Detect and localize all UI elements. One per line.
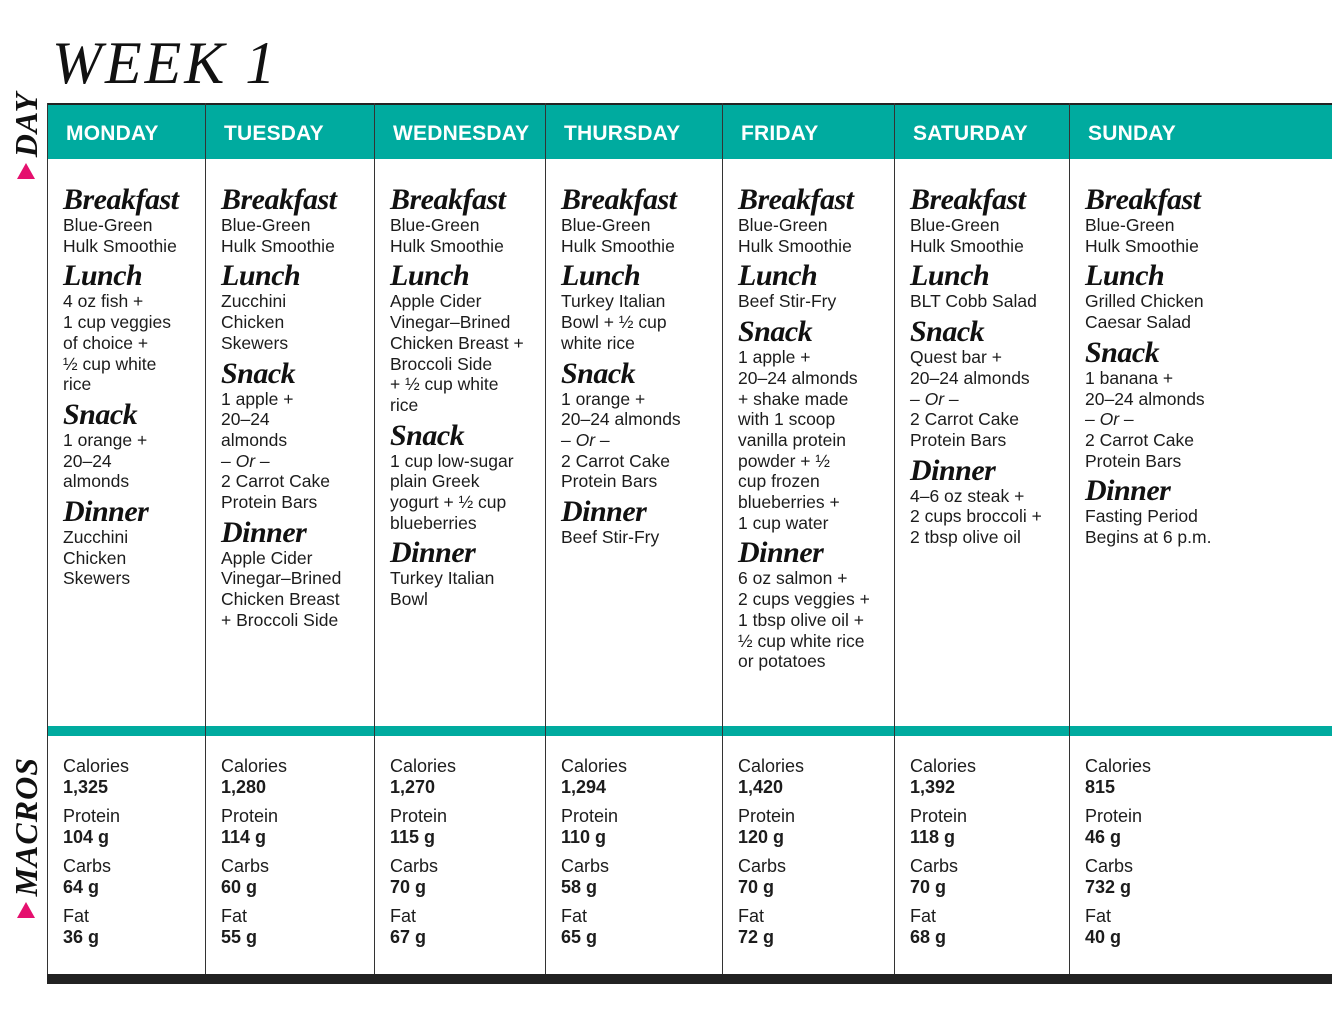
- meal-description: 6 oz salmon + 2 cups veggies + 1 tbsp olive oil + ½ cup white rice or potatoes: [738, 568, 870, 672]
- meal-dinner: [910, 453, 1061, 548]
- day-column-saturday: [894, 103, 1069, 974]
- meals-list: [738, 185, 886, 672]
- macro-carbs: [561, 856, 716, 897]
- meals-list: [63, 185, 197, 589]
- macro-carbs: [221, 856, 368, 897]
- macro-label: Protein: [738, 806, 796, 826]
- meals-list: [390, 185, 537, 610]
- pink-triangle-icon: [17, 163, 35, 179]
- meal-description: Blue-Green Hulk Smoothie: [561, 215, 675, 256]
- macro-value: 104 g: [63, 826, 110, 847]
- macros-list: [63, 756, 199, 956]
- macro-protein: [63, 806, 199, 847]
- day-column-monday: [47, 103, 205, 974]
- macro-calories: [561, 756, 716, 797]
- macro-value: 60 g: [221, 876, 258, 897]
- macro-carbs: [1085, 856, 1326, 897]
- pink-triangle-icon: [17, 902, 35, 918]
- macros-label: MACROS: [8, 757, 44, 897]
- day-heading: WEDNESDAY: [393, 122, 530, 145]
- macro-carbs: [63, 856, 199, 897]
- meal-label: Breakfast: [910, 183, 1026, 216]
- meal-label: Dinner: [1085, 474, 1171, 508]
- meals-list: [1085, 185, 1324, 548]
- meal-label: Lunch: [561, 259, 641, 293]
- macro-value: 120 g: [738, 826, 785, 847]
- macro-label: Carbs: [1085, 856, 1134, 876]
- meal-lunch: [221, 261, 366, 353]
- macro-value: 110 g: [561, 826, 607, 847]
- meal-description: 1 orange + 20–24 almonds: [63, 429, 148, 492]
- meal-label: Lunch: [910, 259, 990, 293]
- macro-value: 68 g: [910, 926, 947, 947]
- day-label: DAY: [8, 92, 44, 158]
- macro-value: 64 g: [63, 876, 100, 897]
- meal-description: 1 apple + 20–24 almonds + shake made with 1 scoop vanilla protein powder + ½ cup frozen blueberries + 1 cup water: [738, 347, 858, 533]
- macro-protein: [738, 806, 888, 847]
- macro-label: Calories: [390, 756, 457, 776]
- meal-description: Turkey Italian Bowl + ½ cup white rice: [561, 291, 667, 353]
- meal-label: Breakfast: [390, 183, 506, 216]
- meal-label: Lunch: [221, 259, 301, 293]
- meal-description: Zucchini Chicken Skewers: [221, 291, 289, 353]
- meal-description: Beef Stir-Fry: [738, 291, 837, 312]
- macro-carbs: [390, 856, 539, 897]
- meal-description: Blue-Green Hulk Smoothie: [390, 215, 504, 256]
- meal-lunch: [63, 261, 197, 395]
- meal-breakfast: [390, 185, 537, 256]
- meal-snack: [738, 317, 886, 533]
- macro-label: Fat: [221, 906, 248, 926]
- macro-value: 1,280: [221, 776, 267, 797]
- bottom-rule: [47, 974, 1332, 984]
- meal-label: Snack: [910, 315, 985, 349]
- macro-label: Fat: [561, 906, 588, 926]
- meal-description: 1 orange + 20–24 almonds – Or – 2 Carrot Cake Protein Bars: [561, 388, 681, 492]
- macro-value: 732 g: [1085, 876, 1132, 897]
- macro-label: Fat: [63, 906, 90, 926]
- meal-description: Fasting Period Begins at 6 p.m.: [1085, 506, 1212, 548]
- meal-lunch: [1085, 261, 1324, 332]
- macro-value: 70 g: [738, 876, 775, 897]
- macro-label: Carbs: [390, 856, 439, 876]
- macro-label: Carbs: [221, 856, 270, 876]
- meal-label: Breakfast: [1085, 183, 1201, 216]
- meal-description: Beef Stir-Fry: [561, 527, 660, 548]
- meal-lunch: [738, 261, 886, 312]
- day-heading: THURSDAY: [564, 122, 681, 145]
- meal-dinner: [738, 538, 886, 672]
- macro-value: 70 g: [910, 876, 947, 897]
- meal-snack: [63, 397, 197, 492]
- meal-label: Dinner: [63, 495, 149, 529]
- meal-label: Snack: [1085, 335, 1160, 369]
- meal-lunch: [561, 261, 714, 353]
- day-heading: TUESDAY: [224, 122, 324, 145]
- macro-value: 1,325: [63, 776, 109, 797]
- meal-label: Breakfast: [561, 183, 677, 216]
- macro-label: Protein: [63, 806, 121, 826]
- macros-list: [221, 756, 368, 956]
- meal-plan-table: [47, 103, 1332, 983]
- macro-label: Carbs: [738, 856, 787, 876]
- meal-label: Snack: [561, 356, 636, 390]
- macro-label: Protein: [1085, 806, 1143, 826]
- macro-calories: [1085, 756, 1326, 797]
- macro-label: Calories: [1085, 756, 1152, 776]
- meal-description: Apple Cider Vinegar–Brined Chicken Breast + Broccoli Side + ½ cup white rice: [390, 291, 524, 415]
- meal-label: Snack: [390, 418, 465, 452]
- meal-breakfast: [63, 185, 197, 256]
- meal-label: Snack: [63, 397, 138, 431]
- macros-list: [910, 756, 1063, 956]
- macro-label: Calories: [561, 756, 628, 776]
- meal-dinner: [390, 538, 537, 609]
- meal-dinner: [1085, 476, 1324, 547]
- macro-value: 115 g: [390, 826, 436, 847]
- macro-label: Fat: [738, 906, 765, 926]
- macro-value: 36 g: [63, 926, 100, 947]
- day-heading: FRIDAY: [741, 122, 819, 145]
- macros-list: [738, 756, 888, 956]
- macro-fat: [390, 906, 539, 947]
- meal-lunch: [910, 261, 1061, 312]
- day-column-wednesday: [374, 103, 545, 974]
- meal-dinner: [63, 497, 197, 589]
- meal-dinner: [221, 515, 366, 631]
- meal-description: Blue-Green Hulk Smoothie: [221, 215, 335, 256]
- meal-description: BLT Cobb Salad: [910, 291, 1037, 312]
- meals-list: [561, 185, 714, 548]
- meal-label: Breakfast: [221, 183, 337, 216]
- meal-label: Dinner: [910, 453, 996, 487]
- day-heading: SATURDAY: [913, 122, 1028, 145]
- macro-value: 40 g: [1085, 926, 1122, 947]
- day-column-thursday: [545, 103, 722, 974]
- macro-protein: [910, 806, 1063, 847]
- meal-label: Lunch: [390, 259, 470, 293]
- macro-label: Fat: [1085, 906, 1112, 926]
- meal-breakfast: [221, 185, 366, 256]
- meal-breakfast: [1085, 185, 1324, 256]
- macro-value: 1,392: [910, 776, 956, 797]
- meal-description: Zucchini Chicken Skewers: [63, 527, 131, 589]
- macros-list: [1085, 756, 1326, 956]
- meal-description: Blue-Green Hulk Smoothie: [910, 215, 1024, 256]
- macro-value: 118 g: [910, 826, 956, 847]
- macro-label: Carbs: [910, 856, 959, 876]
- macro-value: 70 g: [390, 876, 427, 897]
- macro-calories: [910, 756, 1063, 797]
- meal-description: 1 apple + 20–24 almonds – Or – 2 Carrot Cake Protein Bars: [221, 388, 330, 513]
- macros-list: [390, 756, 539, 956]
- meal-snack: [390, 418, 537, 534]
- meal-breakfast: [561, 185, 714, 256]
- meal-description: Turkey Italian Bowl: [390, 568, 495, 610]
- macro-fat: [738, 906, 888, 947]
- macro-label: Calories: [738, 756, 805, 776]
- macro-label: Calories: [910, 756, 977, 776]
- meal-label: Dinner: [390, 536, 476, 570]
- macro-fat: [63, 906, 199, 947]
- macro-fat: [561, 906, 716, 947]
- macro-calories: [221, 756, 368, 797]
- macro-label: Fat: [910, 906, 937, 926]
- macro-value: 1,420: [738, 776, 784, 797]
- meals-list: [910, 185, 1061, 548]
- meal-description: Blue-Green Hulk Smoothie: [63, 215, 177, 256]
- macro-label: Carbs: [63, 856, 112, 876]
- macro-label: Calories: [63, 756, 130, 776]
- meal-description: 1 banana + 20–24 almonds – Or – 2 Carrot Cake Protein Bars: [1085, 367, 1205, 471]
- macro-label: Fat: [390, 906, 417, 926]
- meal-label: Lunch: [63, 259, 143, 293]
- meal-description: Apple Cider Vinegar–Brined Chicken Breast + Broccoli Side: [221, 547, 342, 630]
- macro-fat: [221, 906, 368, 947]
- macro-value: 1,270: [390, 776, 436, 797]
- macros-list: [561, 756, 716, 956]
- macro-calories: [63, 756, 199, 797]
- day-heading: MONDAY: [66, 122, 159, 145]
- macro-value: 58 g: [561, 876, 598, 897]
- meals-list: [221, 185, 366, 631]
- meal-description: 4–6 oz steak + 2 cups broccoli + 2 tbsp olive oil: [910, 485, 1042, 548]
- meal-label: Lunch: [738, 259, 818, 293]
- meal-breakfast: [738, 185, 886, 256]
- day-heading: SUNDAY: [1088, 122, 1176, 145]
- day-column-friday: [722, 103, 894, 974]
- macro-value: 46 g: [1085, 826, 1122, 847]
- meal-snack: [561, 356, 714, 493]
- meal-snack: [221, 356, 366, 513]
- macro-label: Protein: [561, 806, 619, 826]
- macro-protein: [390, 806, 539, 847]
- day-side-label: [4, 92, 48, 179]
- meal-description: Quest bar + 20–24 almonds – Or – 2 Carrot Cake Protein Bars: [910, 347, 1030, 450]
- meal-label: Snack: [738, 315, 813, 349]
- macro-value: 114 g: [221, 826, 267, 847]
- macro-label: Protein: [910, 806, 968, 826]
- meal-description: Blue-Green Hulk Smoothie: [1085, 215, 1199, 256]
- meal-label: Snack: [221, 356, 296, 390]
- meal-label: Breakfast: [63, 183, 179, 216]
- macro-carbs: [910, 856, 1063, 897]
- macro-value: 815: [1085, 776, 1116, 797]
- macro-value: 72 g: [738, 926, 775, 947]
- meal-snack: [910, 317, 1061, 451]
- meal-description: 1 cup low-sugar plain Greek yogurt + ½ cup blueberries: [390, 450, 514, 533]
- macro-fat: [910, 906, 1063, 947]
- meal-description: Blue-Green Hulk Smoothie: [738, 215, 852, 256]
- macro-calories: [738, 756, 888, 797]
- meal-breakfast: [910, 185, 1061, 256]
- macro-calories: [390, 756, 539, 797]
- meal-lunch: [390, 261, 537, 415]
- day-column-tuesday: [205, 103, 374, 974]
- meal-label: Breakfast: [738, 183, 854, 216]
- macro-carbs: [738, 856, 888, 897]
- meal-label: Dinner: [561, 495, 647, 529]
- meal-description: Grilled Chicken Caesar Salad: [1085, 291, 1204, 333]
- meal-label: Dinner: [221, 515, 307, 549]
- macro-value: 65 g: [561, 926, 598, 947]
- macro-value: 67 g: [390, 926, 427, 947]
- macro-label: Protein: [390, 806, 448, 826]
- macro-protein: [1085, 806, 1326, 847]
- macro-fat: [1085, 906, 1326, 947]
- macro-label: Carbs: [561, 856, 610, 876]
- macro-label: Protein: [221, 806, 279, 826]
- macro-label: Calories: [221, 756, 288, 776]
- macro-protein: [221, 806, 368, 847]
- macro-value: 55 g: [221, 926, 258, 947]
- meal-label: Lunch: [1085, 259, 1165, 293]
- meal-description: 4 oz fish + 1 cup veggies of choice + ½ cup white rice: [63, 291, 171, 395]
- macros-side-label: [4, 757, 48, 918]
- page-title: WEEK 1: [52, 30, 279, 96]
- macro-protein: [561, 806, 716, 847]
- macro-value: 1,294: [561, 776, 607, 797]
- meal-label: Dinner: [738, 536, 824, 570]
- meal-dinner: [561, 497, 714, 548]
- day-column-sunday: [1069, 103, 1332, 974]
- meal-snack: [1085, 335, 1324, 472]
